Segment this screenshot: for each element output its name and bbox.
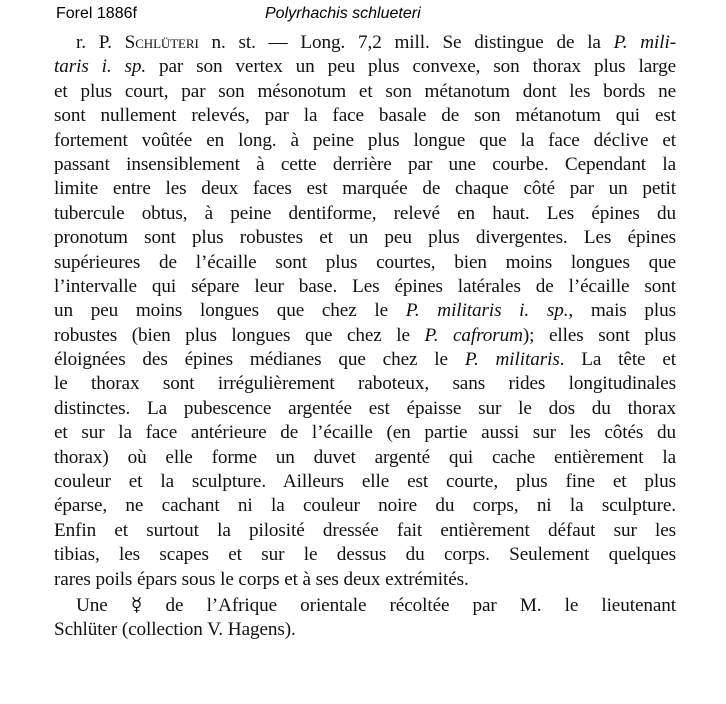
page-header (0, 5, 726, 27)
text-run: limite entre les deux faces est marquée de chaque côté par un petit (54, 178, 676, 200)
text-run: rares poils épars sous le corps et à ses deux extrémités. (54, 568, 469, 590)
text-run: ); elles sont plus (522, 324, 676, 346)
italic-taxon-text: taris i. sp. (54, 56, 147, 78)
text-run: Enfin et surtout la pilosité dressée fait entièrement défaut sur les (54, 519, 676, 541)
text-run: et sur la face antérieure de l’écaille (en partie aussi sur les côtés du (54, 422, 676, 444)
italic-taxon-text: P. militaris i. sp. (405, 300, 569, 322)
text-line (54, 177, 676, 201)
citation-label: Forel 1886f (56, 5, 137, 22)
small-caps-text: Schlüteri (124, 32, 199, 53)
taxon-title: Polyrhachis schlueteri (265, 5, 421, 22)
text-line (54, 543, 676, 567)
description-paragraph (54, 31, 676, 592)
text-line (54, 372, 676, 396)
text-line (54, 568, 676, 592)
text-line (54, 299, 676, 323)
text-line (54, 55, 676, 79)
text-line (54, 324, 676, 348)
text-run: éloignées des épines médianes que chez le (54, 349, 465, 371)
text-line (54, 80, 676, 104)
text-run: supérieures de l’écaille sont plus courtes, bien moins longues que (54, 251, 676, 273)
text-run: couleur et la sculpture. Ailleurs elle est courte, plus fine et plus (54, 471, 676, 493)
text-run: robustes (bien plus longues que chez le (54, 324, 425, 346)
text-run: par son vertex un peu plus convexe, son thorax plus large (146, 56, 676, 78)
text-run: et plus court, par son mésonotum et son métanotum dont les bords ne (54, 80, 676, 102)
text-run: l’intervalle qui sépare leur base. Les épines latérales de l’écaille sont (54, 275, 676, 297)
text-line (54, 226, 676, 250)
text-line (54, 470, 676, 494)
text-run: pronotum sont plus robustes et un peu plus divergentes. Les épines (54, 227, 676, 249)
text-line (54, 31, 676, 55)
text-line (54, 153, 676, 177)
text-line (54, 202, 676, 226)
text-run: tibias, les scapes et sur le dessus du corps. Seulement quelques (54, 544, 676, 566)
text-run: r. P. (76, 32, 125, 53)
text-run: thorax) où elle forme un duvet argenté qui cache entièrement la (54, 446, 676, 468)
text-run: un peu moins longues que chez le (54, 300, 406, 322)
text-line (54, 618, 676, 642)
text-run: distinctes. La pubescence argentée est épaisse sur le dos du thorax (54, 397, 676, 419)
italic-taxon-text: P. militaris (464, 349, 560, 371)
text-run: passant insensiblement à cette derrière par une courbe. Cependant la (54, 153, 676, 175)
text-line (54, 275, 676, 299)
italic-taxon-text: P. mili- (613, 32, 677, 53)
text-line (54, 421, 676, 445)
text-run: fortement voûtée en long. à peine plus longue que la face déclive et (54, 129, 676, 151)
text-line (54, 251, 676, 275)
description-text (54, 31, 676, 643)
text-line (54, 519, 676, 543)
text-run: . La tête et (559, 349, 676, 371)
text-line (54, 397, 676, 421)
text-line (54, 446, 676, 470)
text-run: tubercule obtus, à peine dentiforme, relevé en haut. Les épines du (54, 202, 676, 224)
text-run: , mais plus (568, 300, 676, 322)
text-run: le thorax sont irrégulièrement raboteux, sans rides longitudinales (54, 373, 676, 395)
text-line (54, 594, 676, 618)
text-line (54, 129, 676, 153)
text-line (54, 348, 676, 372)
text-line (54, 104, 676, 128)
specimen-paragraph (54, 594, 676, 643)
text-run: Schlüter (collection V. Hagens). (54, 619, 296, 641)
text-run: sont nullement relevés, par la face basale de son métanotum qui est (54, 105, 676, 127)
text-run: n. st. — Long. 7,2 mill. Se distingue de la (198, 32, 614, 53)
text-run: éparse, ne cachant ni la couleur noire du corps, ni la sculpture. (54, 495, 676, 517)
italic-taxon-text: P. cafrorum (424, 324, 523, 346)
text-line (54, 494, 676, 518)
text-run: Une ☿ de l’Afrique orientale récoltée par M. le lieutenant (76, 594, 676, 616)
